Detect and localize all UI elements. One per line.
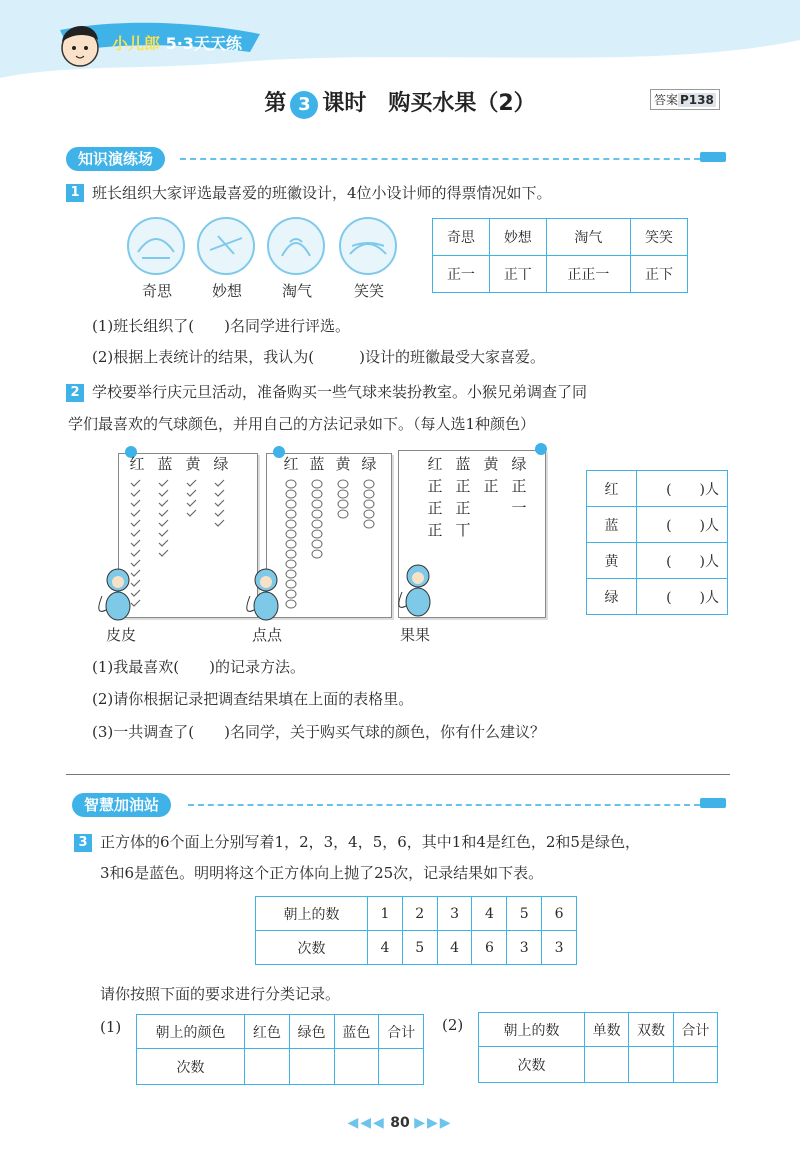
check-mark (187, 510, 196, 516)
answer-ref: 答案 P138 (650, 89, 720, 110)
check-mark (131, 520, 140, 526)
circle-mark (364, 510, 374, 518)
cube-result-table (255, 896, 577, 965)
check-mark (131, 480, 140, 486)
table-cell: 3 (437, 897, 472, 931)
brand-logo: 小儿郎 5·3天天练 (112, 34, 242, 53)
table-cell: 次数 (137, 1049, 245, 1085)
color-label: 红 (283, 455, 299, 473)
check-mark (159, 540, 168, 546)
question-number: 3 (74, 834, 92, 852)
circle-mark (286, 500, 296, 508)
vote-table (432, 218, 688, 293)
check-mark (131, 540, 140, 546)
lesson-title: 第 3 课时 购买水果（2） (0, 86, 800, 119)
answer-cell[interactable] (585, 1047, 629, 1083)
circle-mark (364, 520, 374, 528)
question-text: 学们最喜欢的气球颜色，并用自己的方法记录如下。（每人选1种颜色） (68, 415, 536, 433)
color-label: 黄 (335, 455, 351, 473)
check-mark (215, 510, 224, 516)
table-cell: 1 (368, 897, 403, 931)
circle-mark (312, 490, 322, 498)
color-record-table (136, 1014, 424, 1085)
check-mark (159, 550, 168, 556)
section-heading-challenge: 智慧加油站 (72, 793, 171, 817)
part-label: (2) (442, 1016, 464, 1034)
table-cell: 朝上的数 (479, 1013, 585, 1047)
kid-label: 果果 (400, 626, 431, 644)
color-column: 黄 正 (483, 455, 499, 495)
question-text: 学校要举行庆元旦活动，准备购买一些气球来装扮教室。小猴兄弟调查了同 (92, 383, 588, 401)
monkey-icon (392, 562, 442, 618)
check-mark (131, 490, 140, 496)
color-label: 绿 (361, 455, 377, 473)
circle-mark (364, 490, 374, 498)
badge-label: 妙想 (212, 282, 243, 300)
monkey-icon (240, 566, 290, 622)
table-cell: 笑笑 (631, 219, 688, 256)
question-number: 2 (66, 384, 84, 402)
table-cell: 单数 (585, 1013, 629, 1047)
table-cell[interactable]: ( )人 (637, 507, 728, 543)
table-cell: 正丅 (489, 256, 546, 293)
answer-cell[interactable] (629, 1047, 673, 1083)
table-cell: 绿 (587, 579, 637, 615)
table-cell: 6 (542, 897, 577, 931)
table-cell: 6 (472, 931, 507, 965)
badge-label: 奇思 (142, 282, 173, 300)
table-cell: 合计 (379, 1015, 424, 1049)
check-mark (159, 480, 168, 486)
table-cell: 红 (587, 471, 637, 507)
question-text: 班长组织大家评选最喜爱的班徽设计，4位小设计师的得票情况如下。 (92, 184, 552, 202)
badge-designs (126, 216, 406, 278)
table-cell: 5 (507, 897, 542, 931)
check-mark (131, 550, 140, 556)
color-column: 蓝 正 正 丅 (455, 455, 471, 539)
table-cell: 正正一 (546, 256, 630, 293)
circle-mark (338, 500, 348, 508)
kid-label: 皮皮 (106, 626, 137, 644)
kid-label: 点点 (252, 626, 283, 644)
check-mark (159, 500, 168, 506)
table-cell[interactable]: ( )人 (637, 543, 728, 579)
table-cell: 蓝色 (334, 1015, 379, 1049)
check-mark (215, 490, 224, 496)
check-mark (131, 510, 140, 516)
table-cell: 妙想 (489, 219, 546, 256)
color-label: 蓝 (157, 455, 173, 473)
table-cell: 朝上的颜色 (137, 1015, 245, 1049)
subquestion: (2)根据上表统计的结果，我认为( )设计的班徽最受大家喜爱。 (92, 348, 545, 366)
subquestion: (2)请你根据记录把调查结果填在上面的表格里。 (92, 690, 414, 708)
page-number: ◀◀◀ 80 ▶▶▶ (347, 1115, 453, 1131)
check-mark (131, 500, 140, 506)
circle-mark (312, 510, 322, 518)
check-mark (159, 530, 168, 536)
check-mark (187, 480, 196, 486)
section-divider (188, 804, 700, 806)
table-cell: 黄 (587, 543, 637, 579)
table-cell: 绿色 (289, 1015, 334, 1049)
table-cell: 4 (472, 897, 507, 931)
circle-mark (312, 530, 322, 538)
table-cell: 4 (437, 931, 472, 965)
question-number: 1 (66, 184, 84, 202)
badge-label: 淘气 (282, 282, 313, 300)
table-cell: 次数 (256, 931, 368, 965)
table-cell: 双数 (629, 1013, 673, 1047)
circle-mark (286, 550, 296, 558)
table-cell: 2 (402, 897, 437, 931)
table-cell: 蓝 (587, 507, 637, 543)
balloon-result-table (586, 470, 728, 615)
color-column: 绿 正 一 (511, 455, 527, 517)
circle-mark (286, 530, 296, 538)
badge-label: 笑笑 (354, 282, 385, 300)
answer-cell[interactable] (289, 1049, 334, 1085)
circle-mark (312, 500, 322, 508)
color-label: 绿 (213, 455, 229, 473)
part-label: (1) (100, 1018, 122, 1036)
pencil-icon (700, 152, 726, 162)
instruction: 请你按照下面的要求进行分类记录。 (100, 985, 341, 1003)
circle-mark (364, 500, 374, 508)
table-cell: 合计 (673, 1013, 717, 1047)
subquestion: (1)我最喜欢( )的记录方法。 (92, 658, 305, 676)
table-cell: 正下 (631, 256, 688, 293)
section-divider (180, 158, 700, 160)
answer-cell[interactable] (379, 1049, 424, 1085)
table-cell: 红色 (245, 1015, 290, 1049)
table-cell: 5 (402, 931, 437, 965)
color-label: 红 (129, 455, 145, 473)
answer-cell[interactable] (673, 1047, 717, 1083)
answer-cell[interactable] (245, 1049, 290, 1085)
table-cell: 3 (542, 931, 577, 965)
check-mark (215, 520, 224, 526)
circle-mark (312, 520, 322, 528)
table-cell: 4 (368, 931, 403, 965)
table-cell: 正一 (433, 256, 490, 293)
table-cell: 淘气 (546, 219, 630, 256)
monkey-icon (92, 566, 142, 622)
table-cell[interactable]: ( )人 (637, 471, 728, 507)
circle-mark (286, 520, 296, 528)
check-mark (159, 490, 168, 496)
pin-icon (535, 443, 547, 455)
check-mark (131, 530, 140, 536)
circle-mark (312, 480, 322, 488)
question-text: 3和6是蓝色。明明将这个正方体向上抛了25次，记录结果如下表。 (100, 864, 544, 882)
check-mark (215, 500, 224, 506)
circle-mark (286, 510, 296, 518)
table-cell: 次数 (479, 1047, 585, 1083)
circle-mark (338, 510, 348, 518)
table-cell: 朝上的数 (256, 897, 368, 931)
check-mark (187, 490, 196, 496)
table-cell: 奇思 (433, 219, 490, 256)
color-label: 蓝 (309, 455, 325, 473)
color-column: 红 正 正 正 (427, 455, 443, 539)
circle-mark (286, 490, 296, 498)
circle-mark (338, 490, 348, 498)
number-record-table (478, 1012, 718, 1083)
table-cell[interactable]: ( )人 (637, 579, 728, 615)
circle-mark (312, 550, 322, 558)
table-cell: 3 (507, 931, 542, 965)
check-mark (187, 500, 196, 506)
pencil-icon (700, 798, 726, 808)
subquestion: (1)班长组织了( )名同学进行评选。 (92, 317, 350, 335)
check-mark (215, 480, 224, 486)
subquestion: (3)一共调查了( )名同学，关于购买气球的颜色，你有什么建议？ (92, 723, 545, 741)
circle-mark (364, 480, 374, 488)
check-mark (159, 510, 168, 516)
section-heading-practice: 知识演练场 (66, 147, 165, 171)
circle-mark (312, 540, 322, 548)
circle-mark (286, 480, 296, 488)
check-mark (159, 520, 168, 526)
answer-cell[interactable] (334, 1049, 379, 1085)
circle-mark (286, 540, 296, 548)
answer-line (66, 774, 730, 775)
question-text: 正方体的6个面上分别写着1，2，3，4，5，6，其中1和4是红色，2和5是绿色， (100, 833, 640, 851)
circle-mark (338, 480, 348, 488)
color-label: 黄 (185, 455, 201, 473)
